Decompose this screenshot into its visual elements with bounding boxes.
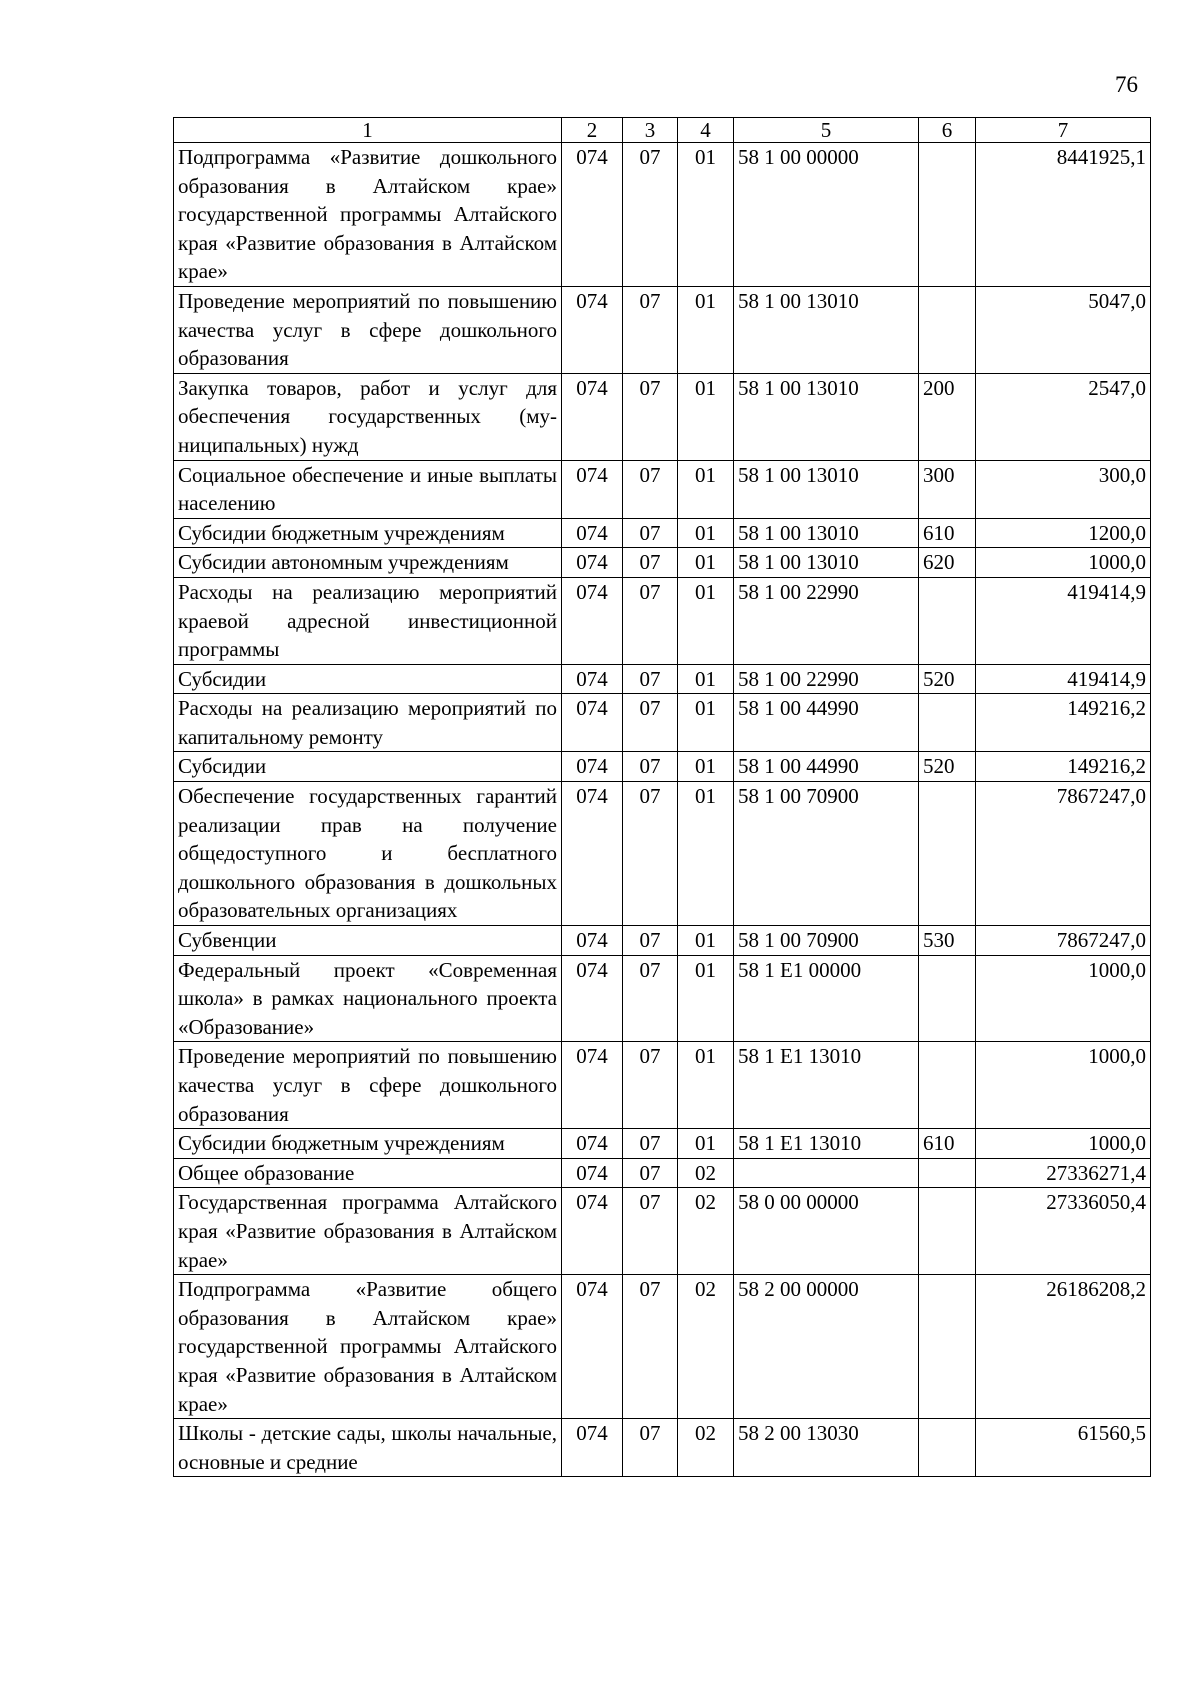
row-amount: 61560,5 [976,1419,1151,1477]
row-section: 07 [623,1419,678,1477]
row-subsection: 01 [678,1042,734,1129]
row-type [919,1188,976,1275]
row-name: Субсидии бюджетным учреждениям [174,1129,562,1159]
row-name: Субсидии автономным учреждениям [174,548,562,578]
row-subsection: 01 [678,1129,734,1159]
row-ministry: 074 [562,926,623,956]
row-section: 07 [623,664,678,694]
row-amount: 26186208,2 [976,1275,1151,1419]
row-subsection: 01 [678,926,734,956]
row-type [919,1158,976,1188]
row-name: Школы - детские сады, школы начальные, основные и средние [174,1419,562,1477]
table-row [174,752,1151,782]
row-section: 07 [623,286,678,373]
row-subsection: 01 [678,577,734,664]
row-subsection: 01 [678,518,734,548]
row-amount: 149216,2 [976,694,1151,752]
row-type: 610 [919,1129,976,1159]
row-ministry: 074 [562,143,623,287]
row-target: 58 1 00 70900 [734,782,919,926]
row-type: 200 [919,373,976,460]
row-amount: 1000,0 [976,548,1151,578]
row-target: 58 1 00 44990 [734,694,919,752]
row-subsection: 02 [678,1419,734,1477]
row-subsection: 01 [678,694,734,752]
row-amount: 1000,0 [976,1042,1151,1129]
row-ministry: 074 [562,694,623,752]
row-ministry: 074 [562,1042,623,1129]
row-ministry: 074 [562,577,623,664]
header-row [174,118,1151,143]
row-ministry: 074 [562,782,623,926]
row-target: 58 0 00 00000 [734,1188,919,1275]
row-subsection: 01 [678,460,734,518]
row-section: 07 [623,518,678,548]
row-ministry: 074 [562,1275,623,1419]
row-amount: 8441925,1 [976,143,1151,287]
row-target: 58 1 E1 13010 [734,1129,919,1159]
table-row [174,782,1151,926]
row-type: 520 [919,752,976,782]
row-name: Подпрограмма «Развитие общего образования в Алтайском крае» государственной программы Алтайского края «Развитие образования в Алтайском крае» [174,1275,562,1419]
row-ministry: 074 [562,1158,623,1188]
row-type [919,577,976,664]
table-row [174,1129,1151,1159]
row-amount: 7867247,0 [976,926,1151,956]
row-target: 58 1 00 13010 [734,548,919,578]
table-row [174,1158,1151,1188]
row-subsection: 01 [678,664,734,694]
row-amount: 27336050,4 [976,1188,1151,1275]
row-section: 07 [623,143,678,287]
row-type: 620 [919,548,976,578]
row-name: Проведение мероприятий по повышению качества услуг в сфере дошкольного образования [174,286,562,373]
row-subsection: 02 [678,1275,734,1419]
row-subsection: 02 [678,1158,734,1188]
row-name: Подпрограмма «Развитие дошкольного образования в Алтайском крае» государственной программы Алтайского края «Развитие образования в Алтайском крае» [174,143,562,287]
row-name: Общее образование [174,1158,562,1188]
row-name: Социальное обеспечение и иные выплаты населению [174,460,562,518]
row-name: Субсидии бюджетным учреждениям [174,518,562,548]
row-ministry: 074 [562,1129,623,1159]
row-section: 07 [623,1129,678,1159]
row-type [919,143,976,287]
row-amount: 419414,9 [976,577,1151,664]
row-type: 530 [919,926,976,956]
row-section: 07 [623,548,678,578]
row-target [734,1158,919,1188]
table-row [174,1419,1151,1477]
page-number: 76 [1115,72,1138,97]
row-name: Субвенции [174,926,562,956]
row-ministry: 074 [562,752,623,782]
header-col-1: 1 [174,118,562,143]
row-section: 07 [623,460,678,518]
header-col-4: 4 [678,118,734,143]
row-ministry: 074 [562,1188,623,1275]
row-amount: 27336271,4 [976,1158,1151,1188]
row-subsection: 01 [678,548,734,578]
row-target: 58 1 00 22990 [734,577,919,664]
row-subsection: 01 [678,143,734,287]
row-target: 58 1 00 13010 [734,286,919,373]
table-row [174,373,1151,460]
row-name: Расходы на реализацию мероприятий краевой адресной инвестиционной программы [174,577,562,664]
table-row [174,926,1151,956]
row-amount: 419414,9 [976,664,1151,694]
row-target: 58 1 00 44990 [734,752,919,782]
row-ministry: 074 [562,1419,623,1477]
row-amount: 300,0 [976,460,1151,518]
row-subsection: 02 [678,1188,734,1275]
row-target: 58 1 E1 00000 [734,955,919,1042]
row-type [919,694,976,752]
header-col-7: 7 [976,118,1151,143]
table-row [174,1188,1151,1275]
row-name: Субсидии [174,664,562,694]
table-row [174,460,1151,518]
row-name: Обеспечение государственных гарантий реализации прав на получение общедоступного и бесплатного дошкольного образования в дошкольных образовательных организациях [174,782,562,926]
row-amount: 1200,0 [976,518,1151,548]
table-row [174,577,1151,664]
row-name: Проведение мероприятий по повышению качества услуг в сфере дошкольного образования [174,1042,562,1129]
row-section: 07 [623,926,678,956]
row-target: 58 2 00 13030 [734,1419,919,1477]
row-name: Федеральный проект «Современная школа» в рамках национального проекта «Образование» [174,955,562,1042]
row-target: 58 1 00 13010 [734,518,919,548]
row-target: 58 1 00 00000 [734,143,919,287]
table-row [174,694,1151,752]
row-amount: 1000,0 [976,1129,1151,1159]
row-section: 07 [623,373,678,460]
row-subsection: 01 [678,752,734,782]
table-row [174,518,1151,548]
row-type: 610 [919,518,976,548]
row-type: 300 [919,460,976,518]
row-subsection: 01 [678,286,734,373]
row-section: 07 [623,752,678,782]
row-subsection: 01 [678,373,734,460]
row-section: 07 [623,782,678,926]
row-name: Закупка товаров, работ и услуг для обеспечения государственных (муниципальных) нужд [174,373,562,460]
row-ministry: 074 [562,286,623,373]
row-ministry: 074 [562,664,623,694]
row-subsection: 01 [678,955,734,1042]
row-ministry: 074 [562,955,623,1042]
row-type [919,286,976,373]
row-name: Государственная программа Алтайского края «Развитие образования в Алтайском крае» [174,1188,562,1275]
header-col-3: 3 [623,118,678,143]
row-ministry: 074 [562,373,623,460]
table-row [174,1275,1151,1419]
table-row [174,548,1151,578]
row-target: 58 1 00 13010 [734,373,919,460]
row-amount: 5047,0 [976,286,1151,373]
header-col-2: 2 [562,118,623,143]
row-subsection: 01 [678,782,734,926]
row-section: 07 [623,1042,678,1129]
row-target: 58 2 00 00000 [734,1275,919,1419]
header-col-6: 6 [919,118,976,143]
row-amount: 2547,0 [976,373,1151,460]
row-target: 58 1 00 70900 [734,926,919,956]
table-row [174,1042,1151,1129]
table-row [174,955,1151,1042]
row-target: 58 1 00 22990 [734,664,919,694]
row-target: 58 1 00 13010 [734,460,919,518]
row-target: 58 1 E1 13010 [734,1042,919,1129]
row-section: 07 [623,577,678,664]
budget-table [173,117,1151,1477]
row-type: 520 [919,664,976,694]
row-amount: 7867247,0 [976,782,1151,926]
row-ministry: 074 [562,518,623,548]
row-type [919,955,976,1042]
table-row [174,143,1151,287]
row-name: Субсидии [174,752,562,782]
table-row [174,664,1151,694]
row-amount: 149216,2 [976,752,1151,782]
row-section: 07 [623,1158,678,1188]
row-type [919,1042,976,1129]
row-ministry: 074 [562,460,623,518]
row-section: 07 [623,1275,678,1419]
row-amount: 1000,0 [976,955,1151,1042]
row-ministry: 074 [562,548,623,578]
row-type [919,1419,976,1477]
row-type [919,782,976,926]
row-name: Расходы на реализацию мероприятий по капитальному ремонту [174,694,562,752]
header-col-5: 5 [734,118,919,143]
row-section: 07 [623,955,678,1042]
row-section: 07 [623,1188,678,1275]
table-row [174,286,1151,373]
row-type [919,1275,976,1419]
row-section: 07 [623,694,678,752]
